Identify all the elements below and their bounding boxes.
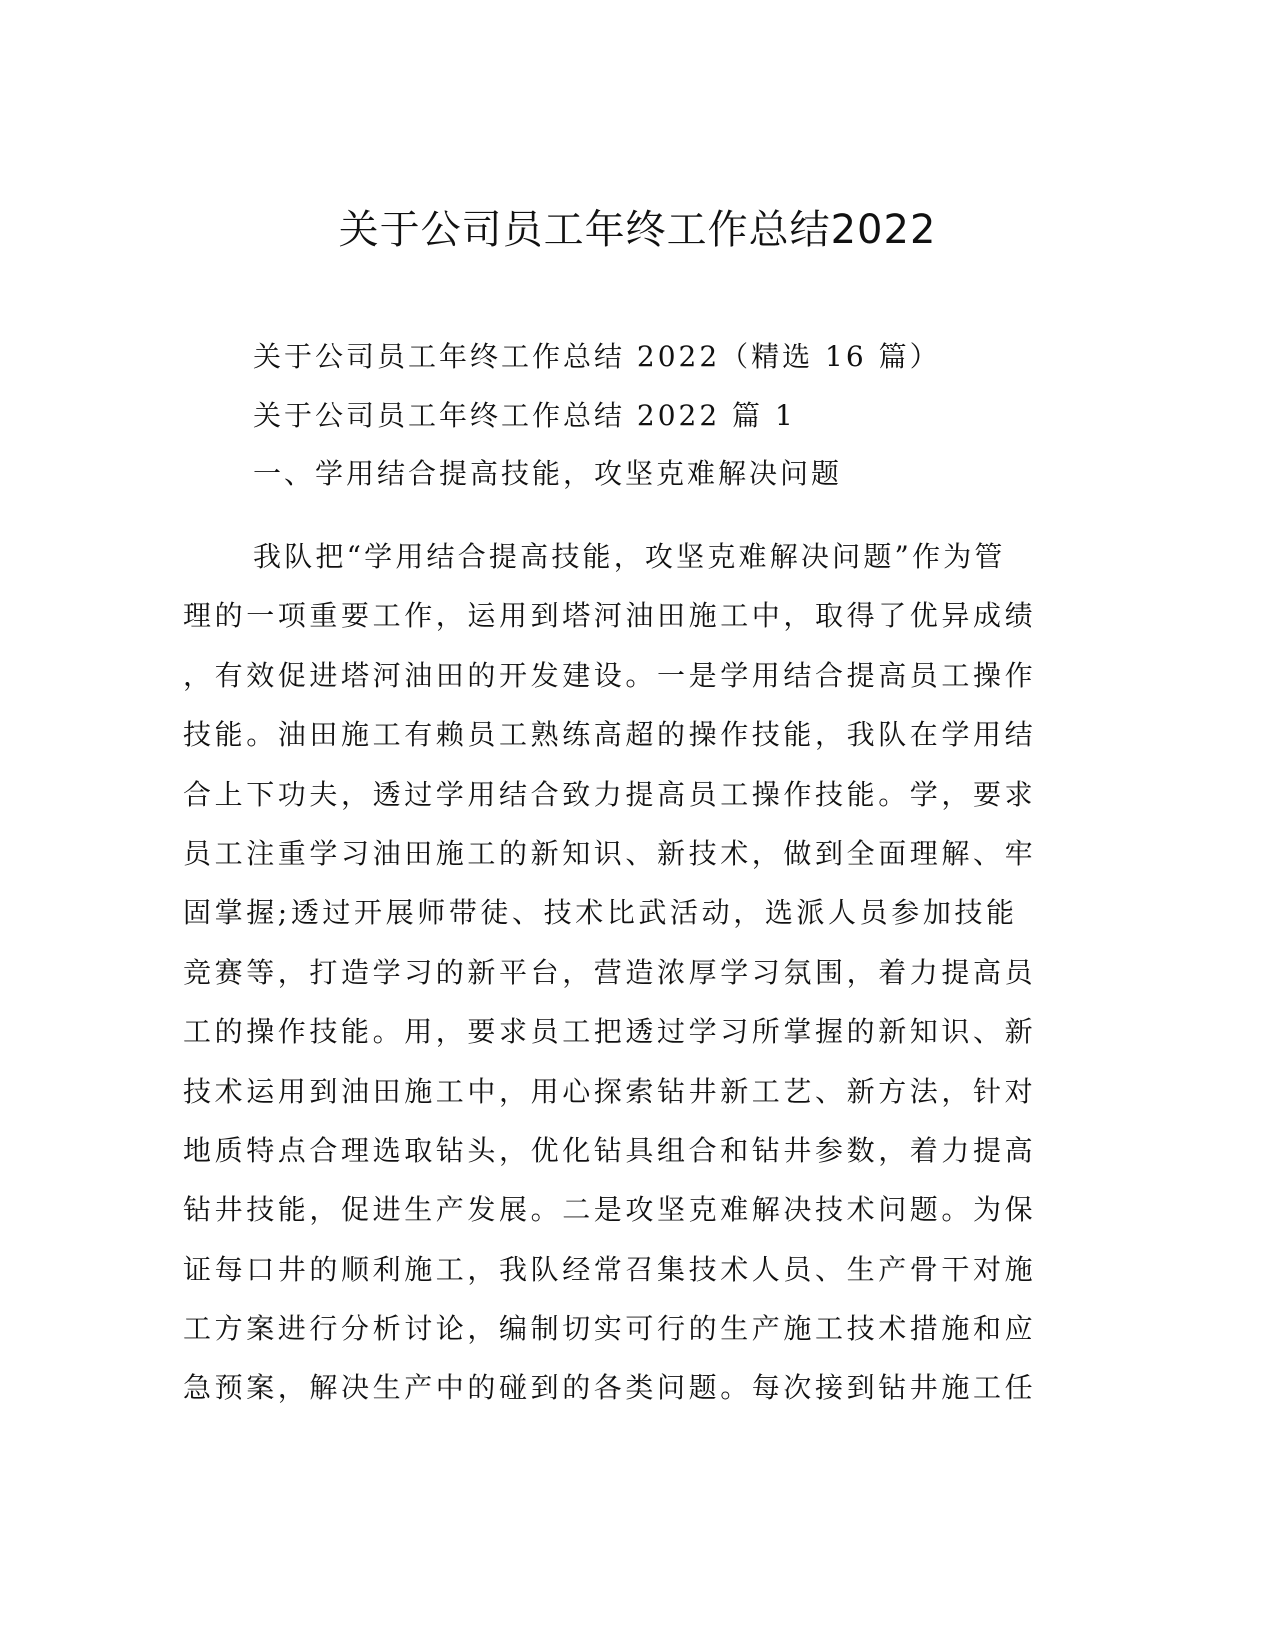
- paragraph-line: 工的操作技能。用，要求员工把透过学习所掌握的新知识、新: [183, 1015, 1037, 1049]
- paragraph-line: 证每口井的顺利施工，我队经常召集技术人员、生产骨干对施: [183, 1252, 1037, 1286]
- section-heading: 一、学用结合提高技能，攻坚克难解决问题: [253, 457, 843, 490]
- paragraph-line: 竞赛等，打造学习的新平台，营造浓厚学习氛围，着力提高员: [183, 955, 1037, 989]
- paragraph-line: 员工注重学习油田施工的新知识、新技术，做到全面理解、牢: [183, 836, 1037, 870]
- paragraph-line: 技能。油田施工有赖员工熟练高超的操作技能，我队在学用结: [183, 718, 1037, 752]
- document-title: 关于公司员工年终工作总结2022: [338, 207, 937, 253]
- paragraph-line: 固掌握;透过开展师带徒、技术比武活动，选派人员参加技能: [183, 896, 1018, 930]
- paragraph-line: 合上下功夫，透过学用结合致力提高员工操作技能。学，要求: [183, 777, 1037, 811]
- paragraph-line: 急预案，解决生产中的碰到的各类问题。每次接到钻井施工任: [183, 1371, 1037, 1405]
- body-paragraph: [183, 527, 1043, 1418]
- section-title: 关于公司员工年终工作总结 2022 篇 1: [253, 399, 796, 432]
- paragraph-line: 工方案进行分析讨论，编制切实可行的生产施工技术措施和应: [183, 1312, 1037, 1346]
- paragraph-line: 我队把“学用结合提高技能，攻坚克难解决问题”作为管: [253, 540, 1006, 573]
- paragraph-line: 技术运用到油田施工中，用心探索钻井新工艺、新方法，针对: [183, 1074, 1037, 1108]
- paragraph-line: 地质特点合理选取钻头，优化钻具组合和钻井参数，着力提高: [183, 1133, 1037, 1167]
- document-subtitle: 关于公司员工年终工作总结 2022（精选 16 篇）: [253, 340, 941, 373]
- paragraph-line: 理的一项重要工作，运用到塔河油田施工中，取得了优异成绩: [183, 599, 1037, 633]
- paragraph-line: 钻井技能，促进生产发展。二是攻坚克难解决技术问题。为保: [183, 1193, 1037, 1227]
- paragraph-line: ，有效促进塔河油田的开发建设。一是学用结合提高员工操作: [183, 658, 1037, 692]
